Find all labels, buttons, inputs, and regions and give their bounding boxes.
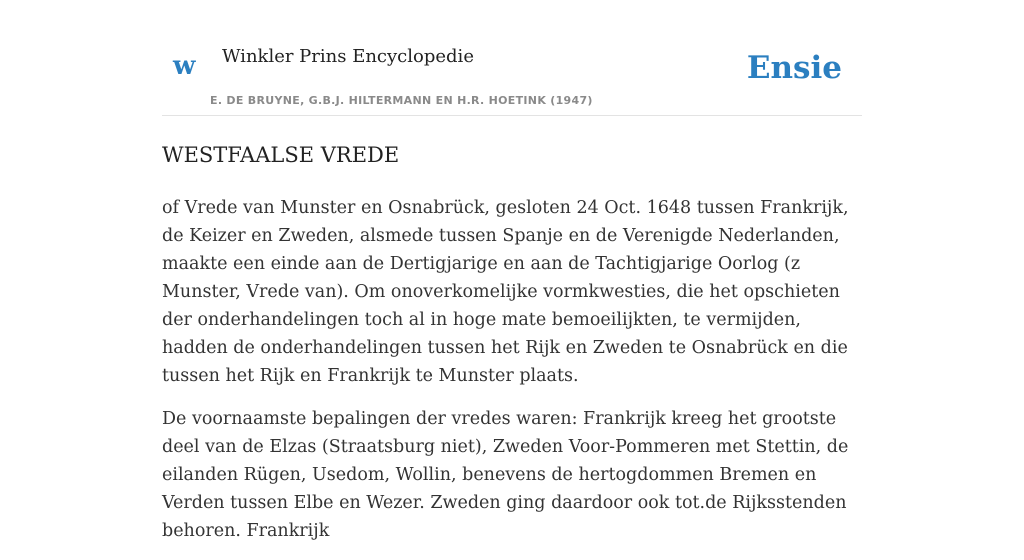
article-paragraph: of Vrede van Munster en Osnabrück, gesloten 24 Oct. 1648 tussen Frankrijk, de Keizer en Zweden, alsmede tussen Spanje en de Verenigde Nederlanden, maakte een einde aan de Dertigjarige en aan de Tachtigjarige Oorlog (z Munster, Vrede van). Om onoverkomelijke vormkwesties, die het opschieten der onderhandelingen toch al in hoge mate bemoeilijkten, te vermijden, hadden de onderhandelingen tussen het Rijk en Zweden te Osnabrück en die tussen het Rijk en Frankrijk te Munster plaats. [162,198,849,386]
source-title[interactable]: Winkler Prins Encyclopedie [222,46,474,67]
article-paragraph: De voornaamste bepalingen der vredes waren: Frankrijk kreeg het grootste deel van de Elzas (Straatsburg niet), Zweden Voor-Pommeren met Stettin, de eilanden Rügen, Usedom, Wollin, benevens de hertogdommen Bremen en Verden tussen Elbe en Wezer. Zweden ging daardoor ook tot.de Rijksstenden behoren. Frankrijk [162,409,849,541]
source-authors: E. DE BRUYNE, G.B.J. HILTERMANN EN H.R. HOETINK (1947) [210,94,593,107]
ensie-logo-link[interactable]: Ensie [746,50,842,86]
entry-title: WESTFAALSE VREDE [162,143,400,167]
source-header [162,40,862,116]
article [162,140,862,560]
winkler-prins-logo-icon[interactable]: w [173,51,196,81]
